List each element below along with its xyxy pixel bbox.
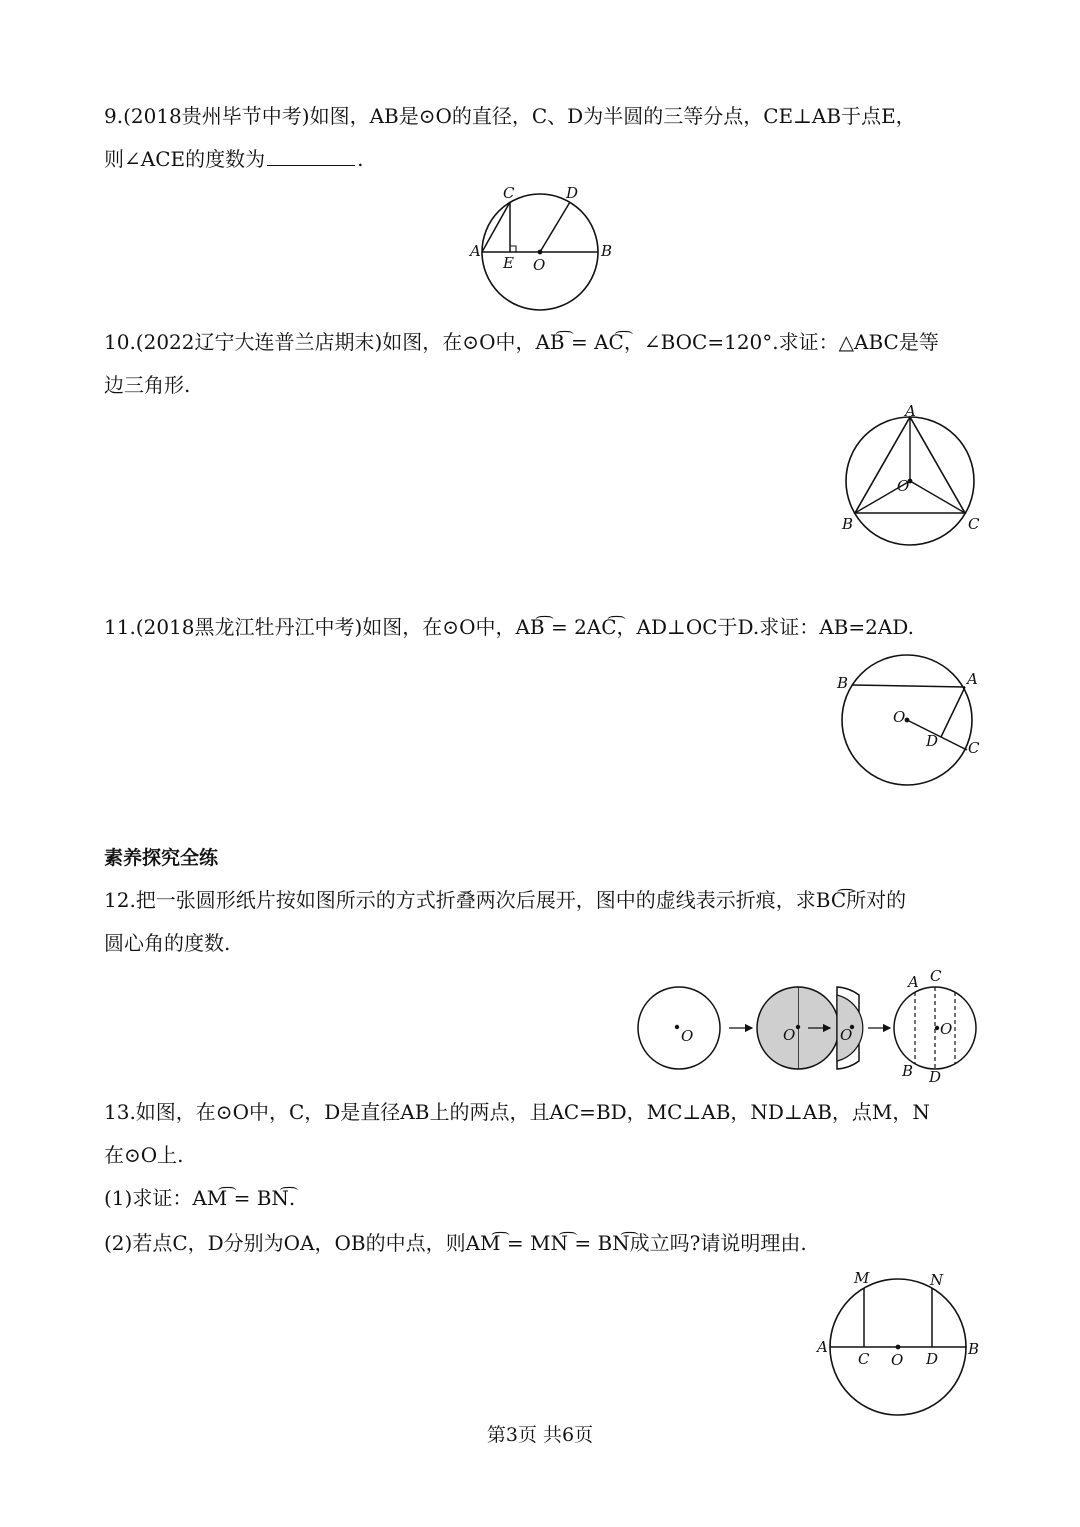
chord-ab — [852, 685, 965, 687]
chord-ac — [482, 202, 510, 252]
label-o: O — [891, 1351, 904, 1369]
problem-9-question: 则∠ACE的度数为 — [104, 147, 266, 171]
label-a: A — [908, 973, 919, 991]
figure-13 — [810, 1265, 990, 1420]
label-b: B — [842, 515, 854, 533]
label-c: C — [503, 184, 515, 202]
problem-13-part-1: (1)求证：AM͡ = BN͡. — [104, 1186, 296, 1210]
label-o-2: O — [783, 1026, 796, 1044]
label-o-3: O — [840, 1026, 853, 1044]
problem-10-line-1: 10.(2022辽宁大连普兰店期末)如图，在⊙O中，AB͡ = AC͡，∠BOC=120°.求证：△ABC是等 — [104, 330, 939, 354]
label-a: A — [905, 402, 916, 420]
label-o: O — [893, 708, 906, 726]
center-dot-2 — [796, 1025, 800, 1029]
problem-11-line-1: 11.(2018黑龙江牡丹江中考)如图，在⊙O中，AB͡ = 2AC͡，AD⊥OC于D.求证：AB=2AD. — [104, 615, 914, 639]
problem-10-line-2: 边三角形. — [104, 373, 191, 397]
label-c: C — [930, 967, 942, 985]
label-o: O — [897, 477, 910, 495]
label-d: D — [926, 1350, 939, 1368]
paper-circle — [638, 987, 720, 1069]
label-b: B — [968, 1340, 980, 1358]
page-footer: 第3页 共6页 — [486, 1424, 594, 1446]
problem-13-line-1: 13.如图，在⊙O中，C，D是直径AB上的两点，且AC=BD，MC⊥AB，ND⊥AB，点M，N — [104, 1100, 930, 1124]
figure-12 — [630, 968, 990, 1088]
label-o-4: O — [940, 1020, 953, 1038]
figure-9 — [465, 182, 615, 317]
figure-10 — [835, 402, 990, 555]
label-a: A — [470, 242, 481, 260]
problem-9-line-2 — [104, 145, 363, 173]
figure-11 — [830, 650, 990, 790]
center-dot-4 — [935, 1026, 939, 1030]
problem-9-line-1: 9.(2018贵州毕节中考)如图，AB是⊙O的直径，C、D为半圆的三等分点，CE⊥AB于点E， — [104, 104, 916, 128]
label-d: D — [929, 1068, 942, 1086]
label-m: M — [854, 1269, 870, 1287]
label-d: D — [566, 184, 579, 202]
segment-ad — [941, 687, 965, 737]
label-o: O — [533, 256, 546, 274]
label-a: A — [967, 670, 978, 688]
answer-blank[interactable] — [267, 147, 355, 166]
label-a: A — [817, 1338, 828, 1356]
center-dot — [538, 250, 543, 255]
label-d: D — [926, 732, 939, 750]
right-angle-mark — [510, 246, 516, 252]
radius-od — [540, 202, 570, 252]
problem-12-line-1: 12.把一张圆形纸片按如图所示的方式折叠两次后展开，图中的虚线表示折痕，求BC͡所对的 — [104, 888, 907, 912]
label-o-1: O — [681, 1027, 694, 1045]
center-dot — [896, 1345, 901, 1350]
label-c: C — [968, 515, 980, 533]
problem-13-part-2: (2)若点C，D分别为OA，OB的中点，则AM͡ = MN͡ = BN͡成立吗?请说明理由. — [104, 1231, 807, 1255]
label-c: C — [858, 1350, 870, 1368]
section-title: 素养探究全练 — [104, 847, 219, 869]
label-c: C — [968, 739, 980, 757]
problem-12-line-2: 圆心角的度数. — [104, 931, 231, 955]
problem-13-line-2: 在⊙O上. — [104, 1143, 184, 1167]
label-b: B — [837, 674, 849, 692]
label-n: N — [930, 1271, 944, 1289]
label-e: E — [503, 254, 514, 272]
problem-9-period: . — [357, 147, 364, 171]
center-dot — [905, 718, 910, 723]
center-dot-1 — [675, 1025, 679, 1029]
label-b: B — [601, 242, 613, 260]
label-b: B — [902, 1062, 914, 1080]
